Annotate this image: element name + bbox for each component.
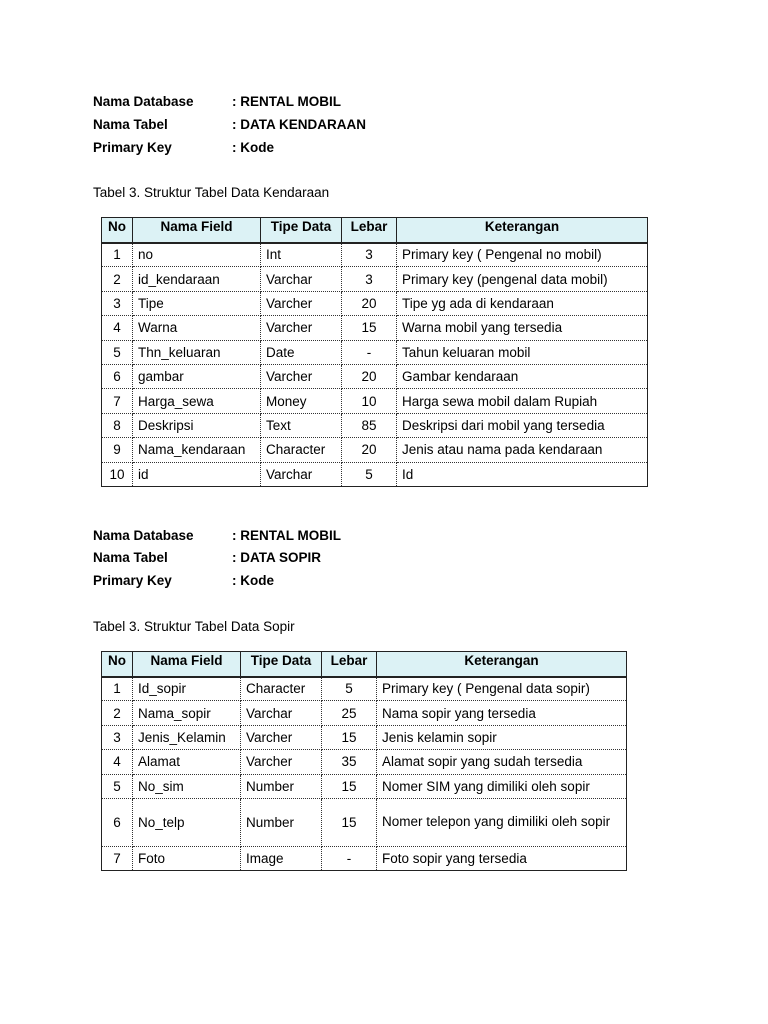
table-row [102,413,648,437]
table-row [102,267,648,291]
cell-description: Id [397,462,648,486]
table-row [102,462,648,486]
cell-no: 1 [102,243,133,267]
table-data-kendaraan [101,217,648,487]
cell-field: id [133,462,261,486]
cell-description: Warna mobil yang tersedia [397,316,648,340]
table-row [102,316,648,340]
cell-width: 15 [322,774,377,798]
cell-field: No_sim [133,774,241,798]
table-data-sopir [101,651,627,871]
cell-no: 5 [102,774,133,798]
cell-width: 35 [322,750,377,774]
meta-label: Primary Key [93,140,172,155]
cell-field: no [133,243,261,267]
cell-type: Varcher [241,725,322,749]
cell-type: Varcher [261,316,342,340]
cell-no: 2 [102,701,133,725]
cell-width: 5 [322,677,377,701]
cell-width: 20 [342,364,397,388]
cell-description: Jenis kelamin sopir [377,725,627,749]
cell-type: Varchar [241,701,322,725]
meta-value: : RENTAL MOBIL [232,528,341,543]
table-caption-sopir: Tabel 3. Struktur Tabel Data Sopir [93,619,295,634]
cell-field: Id_sopir [133,677,241,701]
cell-width: 15 [342,316,397,340]
table-row [102,774,627,798]
cell-no: 6 [102,364,133,388]
cell-field: Tipe [133,291,261,315]
meta-label: Nama Database [93,528,194,543]
header-no: No [102,218,133,243]
cell-description: Nama sopir yang tersedia [377,701,627,725]
cell-description: Primary key (pengenal data mobil) [397,267,648,291]
table-row [102,438,648,462]
cell-type: Character [241,677,322,701]
table-row [102,243,648,267]
cell-field: Foto [133,846,241,870]
cell-no: 7 [102,846,133,870]
table-row [102,389,648,413]
cell-field: No_telp [133,798,241,846]
meta-label: Nama Database [93,94,194,109]
cell-field: Harga_sewa [133,389,261,413]
cell-type: Money [261,389,342,413]
cell-field: id_kendaraan [133,267,261,291]
table-row [102,364,648,388]
header-lebar: Lebar [342,218,397,243]
header-nama-field: Nama Field [133,218,261,243]
cell-type: Varcher [261,291,342,315]
cell-description: Foto sopir yang tersedia [377,846,627,870]
cell-description: Primary key ( Pengenal no mobil) [397,243,648,267]
cell-width: 15 [322,798,377,846]
cell-field: Deskripsi [133,413,261,437]
cell-width: 15 [322,725,377,749]
cell-description: Tipe yg ada di kendaraan [397,291,648,315]
cell-description: Nomer SIM yang dimiliki oleh sopir [377,774,627,798]
cell-no: 4 [102,750,133,774]
table-row [102,798,627,846]
header-keterangan: Keterangan [397,218,648,243]
cell-width: 3 [342,267,397,291]
cell-width: 25 [322,701,377,725]
cell-type: Character [261,438,342,462]
cell-width: 3 [342,243,397,267]
cell-type: Text [261,413,342,437]
cell-width: 85 [342,413,397,437]
cell-type: Number [241,774,322,798]
table-header-row [102,652,627,677]
cell-no: 6 [102,798,133,846]
cell-description: Tahun keluaran mobil [397,340,648,364]
cell-field: Jenis_Kelamin [133,725,241,749]
meta-value: : RENTAL MOBIL [232,94,341,109]
table-row [102,701,627,725]
cell-width: 20 [342,291,397,315]
meta-label: Nama Tabel [93,550,168,565]
cell-no: 3 [102,291,133,315]
cell-field: gambar [133,364,261,388]
header-no: No [102,652,133,677]
table-row [102,340,648,364]
cell-width: 20 [342,438,397,462]
cell-no: 7 [102,389,133,413]
cell-type: Varchar [261,267,342,291]
cell-field: Nama_kendaraan [133,438,261,462]
cell-no: 2 [102,267,133,291]
cell-no: 10 [102,462,133,486]
table-row [102,725,627,749]
header-nama-field: Nama Field [133,652,241,677]
cell-type: Varcher [241,750,322,774]
cell-no: 1 [102,677,133,701]
table-row [102,677,627,701]
header-tipe-data: Tipe Data [261,218,342,243]
cell-type: Int [261,243,342,267]
cell-description: Jenis atau nama pada kendaraan [397,438,648,462]
cell-no: 9 [102,438,133,462]
header-keterangan: Keterangan [377,652,627,677]
table-header-row [102,218,648,243]
cell-no: 8 [102,413,133,437]
cell-no: 5 [102,340,133,364]
cell-width: - [342,340,397,364]
cell-type: Varcher [261,364,342,388]
cell-description: Deskripsi dari mobil yang tersedia [397,413,648,437]
cell-width: 10 [342,389,397,413]
cell-description: Gambar kendaraan [397,364,648,388]
cell-width: - [322,846,377,870]
meta-label: Nama Tabel [93,117,168,132]
cell-type: Number [241,798,322,846]
cell-field: Alamat [133,750,241,774]
table-row [102,291,648,315]
header-lebar: Lebar [322,652,377,677]
cell-description: Nomer telepon yang dimiliki oleh sopir [377,798,627,846]
cell-type: Image [241,846,322,870]
header-tipe-data: Tipe Data [241,652,322,677]
meta-value: : Kode [232,140,274,155]
meta-value: : DATA KENDARAAN [232,117,366,132]
cell-field: Nama_sopir [133,701,241,725]
table-row [102,750,627,774]
table-caption-kendaraan: Tabel 3. Struktur Tabel Data Kendaraan [93,185,330,200]
cell-type: Date [261,340,342,364]
cell-width: 5 [342,462,397,486]
cell-description: Harga sewa mobil dalam Rupiah [397,389,648,413]
meta-label: Primary Key [93,573,172,588]
meta-value: : Kode [232,573,274,588]
cell-no: 4 [102,316,133,340]
meta-value: : DATA SOPIR [232,550,321,565]
cell-no: 3 [102,725,133,749]
cell-type: Varchar [261,462,342,486]
table-row [102,846,627,870]
cell-description: Primary key ( Pengenal data sopir) [377,677,627,701]
cell-field: Thn_keluaran [133,340,261,364]
cell-field: Warna [133,316,261,340]
cell-description: Alamat sopir yang sudah tersedia [377,750,627,774]
